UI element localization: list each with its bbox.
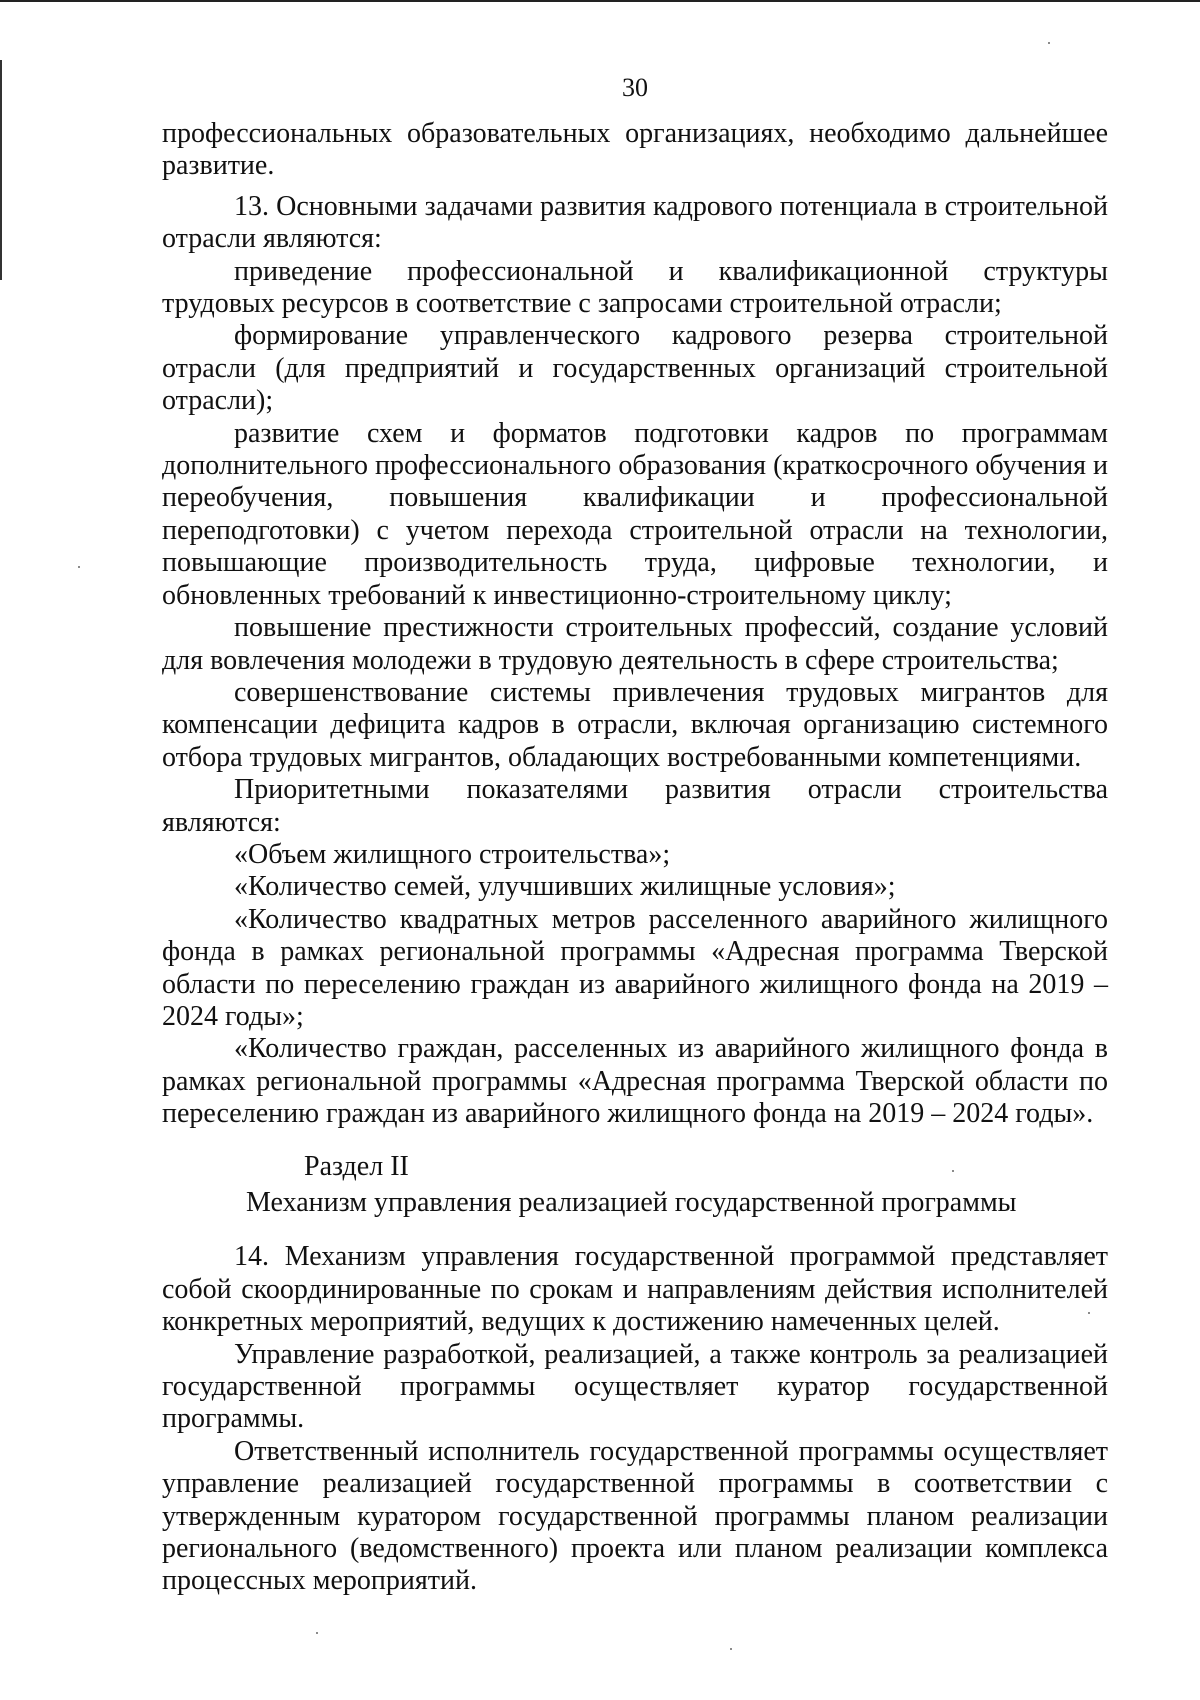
scan-speck (78, 566, 80, 568)
scan-edge-top (0, 0, 1200, 2)
paragraph: «Объем жилищного строительства»; (234, 838, 671, 870)
paragraph: формирование управленческого кадрового резерва строительной отрасли (для предприятий и государственных организаций строительной отрасли); (162, 320, 1108, 417)
section-label: Раздел II (304, 1150, 409, 1182)
scan-speck (730, 1648, 732, 1650)
paragraph: «Количество квадратных метров расселенного аварийного жилищного фонда в рамках региональной программы «Адресная программа Тверской области по переселению граждан из аварийного жилищного фонда на 2019 – 2024 годы»; (162, 903, 1108, 1032)
paragraph: развитие схем и форматов подготовки кадров по программам дополнительного профессионального образования (краткосрочного обучения и переобучения, повышения квалификации и профессиональной переподготовки) с учетом перехода строительной отрасли на технологии, повышающие производительность труда, цифровые технологии, и обновленных требований к инвестиционно-строительному циклу; (162, 417, 1108, 611)
paragraph: «Количество семей, улучшивших жилищные условия»; (234, 871, 896, 903)
scan-speck (952, 1170, 954, 1172)
scan-speck (316, 1632, 318, 1634)
paragraph: Приоритетными показателями развития отрасли строительства являются: (162, 774, 1108, 838)
page-number: 30 (622, 73, 648, 102)
paragraph: повышение престижности строительных профессий, создание условий для вовлечения молодежи в трудовую деятельность в сфере строительства; (162, 612, 1108, 676)
section-title: Механизм управления реализацией государственной программы (246, 1187, 1017, 1218)
paragraph-item-13: 13. Основными задачами развития кадрового потенциала в строительной отрасли являются: (162, 190, 1108, 255)
paragraph-item-14: 14. Механизм управления государственной программой представляет собой скоординированные по срокам и направлениям действия исполнителей конкретных мероприятий, ведущих к достижению намеченных целей. (162, 1241, 1108, 1338)
paragraph: «Количество граждан, расселенных из аварийного жилищного фонда в рамках региональной программы «Адресная программа Тверской области по переселению граждан из аварийного жилищного фонда на 2019 – 2024 годы». (162, 1033, 1108, 1130)
paragraph: профессиональных образовательных организациях, необходимо дальнейшее развитие. (162, 118, 1108, 182)
paragraph: совершенствование системы привлечения трудовых мигрантов для компенсации дефицита кадров в отрасли, включая организацию системного отбора трудовых мигрантов, обладающих востребованными компетенциями. (162, 676, 1108, 773)
paragraph: приведение профессиональной и квалификационной структуры трудовых ресурсов в соответствие с запросами строительной отрасли; (162, 255, 1108, 320)
document-body (162, 118, 1108, 1598)
scan-speck (1088, 1312, 1090, 1314)
paragraph: Ответственный исполнитель государственной программы осуществляет управление реализацией государственной программы в соответствии с утвержденным куратором государственной программы планом реализации регионального (ведомственного) проекта или планом реализации комплекса процессных мероприятий. (162, 1435, 1108, 1597)
paragraph: Управление разработкой, реализацией, а также контроль за реализацией государственной программы осуществляет куратор государственной программы. (162, 1338, 1108, 1435)
scan-speck (1048, 42, 1050, 44)
